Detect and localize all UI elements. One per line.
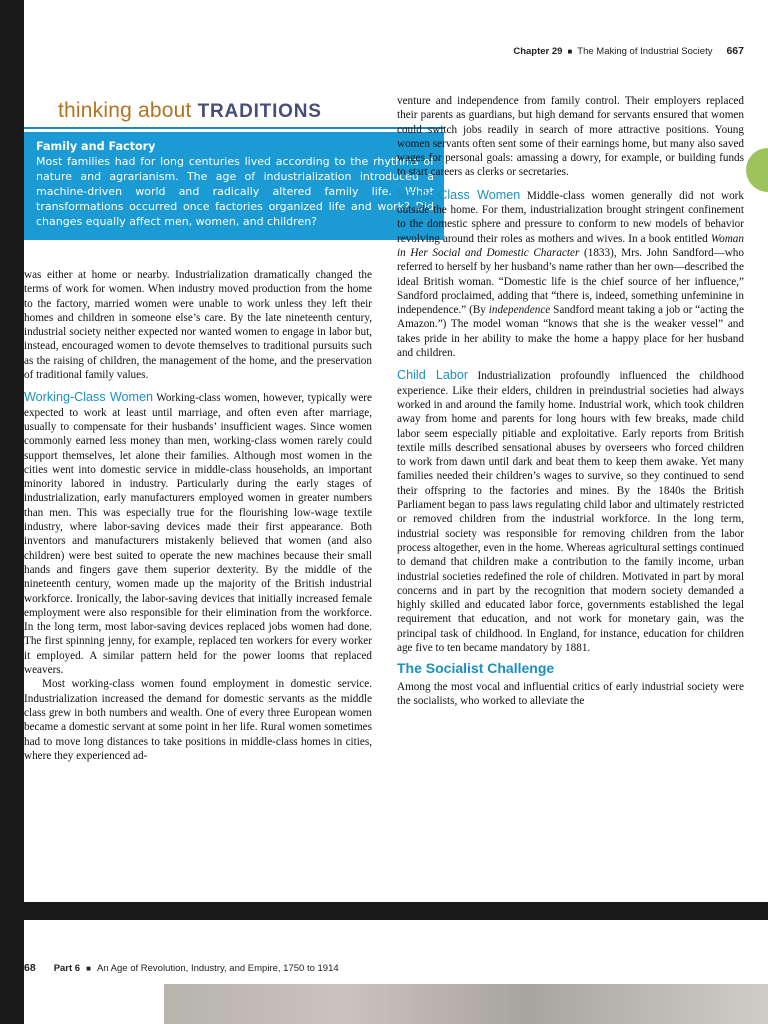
- page-edge-tab: [746, 148, 768, 192]
- part-title: An Age of Revolution, Industry, and Empire, 1750 to 1914: [96, 963, 339, 974]
- right-column: [397, 94, 744, 708]
- running-header: [513, 45, 744, 57]
- intro-paragraph: was either at home or nearby. Industrialization dramatically changed the terms of work for women. When industry moved production from the home to the factory, married women were unable to work unless they left their homes and children in someone else’s care. By the late nineteenth century, industrial society neither expected nor wanted women to engage in labor but, instead, encouraged women to devote themselves to traditional pursuits such as the raising of children, the management of the home, and the preservation of traditional family values.: [24, 269, 372, 382]
- book-page-668: [24, 920, 768, 1024]
- sidebar-box-title: [58, 99, 322, 123]
- left-column: [24, 268, 372, 763]
- running-footer: [24, 962, 339, 974]
- book-page-667: [24, 0, 768, 902]
- book-title: Woman in Her Social and Domestic Character: [397, 232, 744, 259]
- socialist-heading: The Socialist Challenge: [397, 660, 555, 677]
- chapter-number: Chapter 29: [513, 46, 563, 57]
- page-number: 667: [726, 45, 744, 57]
- domestic-service-paragraph: Most working-class women found employment in domestic service. Industrialization increased the demand for domestic servants as the middle class grew in both numbers and wealth. One of every three European women became a domestic servant at some point in her life. Rural women sometimes had to move long distances to take positions in middle-class homes in cities, where they experienced ad-: [24, 678, 372, 762]
- sidebar-title-caps: TRADITIONS: [197, 101, 322, 122]
- sidebar-topic-box: [24, 132, 444, 240]
- working-class-paragraph: [24, 390, 372, 677]
- page-photo-strip: [164, 984, 768, 1024]
- middle-class-heading: Middle-Class Women: [397, 187, 521, 202]
- child-labor-heading: Child Labor: [397, 368, 469, 383]
- header-separator: ■: [567, 47, 573, 56]
- chapter-title: The Making of Industrial Society: [577, 46, 713, 57]
- middle-class-text-3: Sandford meant taking a job or “acting the Amazon.”) The model woman “knows that she is the weaker vessel” and takes pride in her ability to make the home a happy place for her husband and children.: [397, 304, 744, 360]
- part-number: Part 6: [53, 963, 81, 974]
- working-class-heading: Working-Class Women: [24, 390, 153, 405]
- topic-question: Most families had for long centuries lived according to the rhythms of nature and agrarianism. The age of industrialization introduced a machine-driven world and radically altered family life. What transformations occurred once factories organized life and work? Did changes equally affect men, women, and children?: [36, 155, 434, 228]
- middle-class-text-1: Middle-class women generally did not work outside the home. For them, industrialization brought stringent confinement to the domestic sphere and pressure to conform to new models of behavior revolving around their roles as mothers and wives. In a book entitled: [397, 189, 744, 245]
- working-class-text: Working-class women, however, typically were expected to work at least until marriage, and often even after marriage, usually to compensate for their husbands’ insufficient wages. Since women commonly earned less money than men, working-class women rarely could support themselves, let alone their families. Although most women in the cities went into domestic service in middle-class households, an important minority labored in industry. Particularly during the early stages of industrialization, early manufacturers employed women in greater numbers than men. This was especially true for the flourishing low-wage textile industry, where labor-saving devices made their first appearance. Both inventors and manufacturers mistakenly believed that women (and also children) were best suited to operate the new machines because their small hands and fingers gave them superior dexterity. By the middle of the nineteenth century, women made up the majority of the British industrial workforce. Ironically, the labor-saving devices that initially increased female employment were also responsible for their elimination from the workforce. In the long term, most labor-saving devices replaced jobs women had done. The first spinning jenny, for example, replaced ten workers for every worker it employed. A similar pattern held for the power looms that replaced weavers.: [24, 392, 372, 677]
- child-labor-paragraph: [397, 368, 744, 655]
- independence-word: independence: [488, 304, 551, 317]
- child-labor-text: Industrialization profoundly influenced the childhood experience. Like their elders, children in preindustrial societies had always worked in and around the family home. Industrial work, which took children away from home and parents for long hours with few breaks, made child labor seem especially pitiable and exploitative. Early reports from British textile mills described sensational abuses by overseers who forced children to work from dawn until dark and beat them to keep them awake. Yet many families needed their children’s wages to survive, so they continued to send their offspring to the factories and mines. By the 1840s the British Parliament began to pass laws regulating child labor and ultimately restricted or removed children from the industrial workforce. In the long term, industrial society was responsible for removing children from the labor process altogether, even in the home. Whereas agricultural settings continued to demand that children make a contribution to the family income, urban industrial societies redefined the role of children. Motivated in part by moral concerns and in part by the recognition that modern society demanded a highly skilled and educated labor force, governments established the legal requirement that education, and not work for monetary gain, was the principal task of childhood. In England, for instance, education for children age five to ten became mandatory by 1881.: [397, 370, 744, 654]
- topic-title: Family and Factory: [36, 140, 156, 153]
- footer-separator: ■: [86, 964, 91, 973]
- middle-class-paragraph: [397, 188, 744, 361]
- socialist-paragraph: Among the most vocal and influential critics of early industrial society were the socialists, who worked to alleviate the: [397, 680, 744, 707]
- sidebar-rule: [24, 127, 444, 129]
- footer-page-number: 68: [24, 962, 36, 974]
- continued-paragraph: venture and independence from family control. Their employers replaced their parents as guardians, but high demand for servants ensured that women could switch jobs readily in search of more attractive positions. Young women servants often sent some of their earnings home, but many also saved wages for personal goals: amassing a dowry, for example, or building funds to start careers as clerks or secretaries.: [397, 95, 744, 179]
- sidebar-title-prefix: thinking about: [58, 99, 192, 122]
- middle-class-text-2: (1833), Mrs. John Sandford—who referred to herself by her husband’s name rather than her own—described the ideal British woman. “Domestic life is the chief source of her influence,” Sandford proclaimed, adding that “there is, indeed, something unfeminine in independence.” (By: [397, 246, 744, 317]
